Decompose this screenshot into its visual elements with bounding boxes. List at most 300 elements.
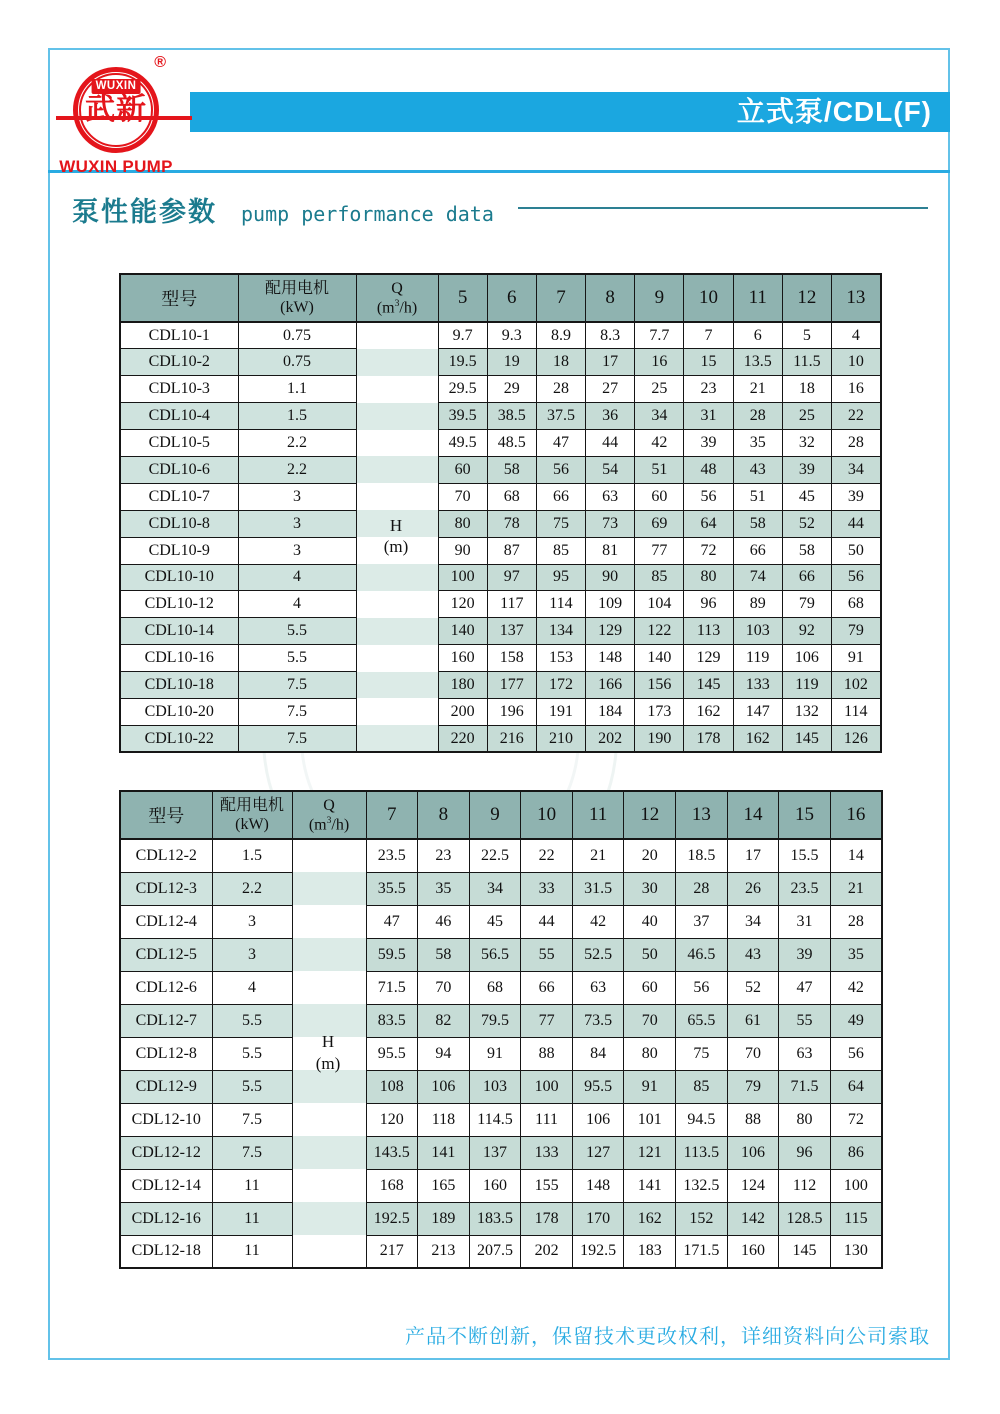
table-row bbox=[120, 1136, 882, 1169]
col-header-motor: 配用电机 (kW) bbox=[238, 274, 356, 322]
head-value-cell: 189 bbox=[418, 1202, 470, 1235]
col-header-flow: 5 bbox=[438, 274, 487, 322]
model-cell: CDL10-10 bbox=[120, 564, 238, 591]
table-row bbox=[120, 591, 881, 618]
head-column-spacer bbox=[356, 456, 438, 483]
model-cell: CDL10-1 bbox=[120, 322, 238, 349]
head-value-cell: 20 bbox=[624, 839, 676, 872]
motor-kw-cell: 7.5 bbox=[212, 1103, 292, 1136]
head-value-cell: 61 bbox=[727, 1004, 779, 1037]
col-header-flow: 9 bbox=[635, 274, 684, 322]
model-cell: CDL10-20 bbox=[120, 698, 238, 725]
head-value-cell: 143.5 bbox=[366, 1136, 418, 1169]
motor-kw-cell: 11 bbox=[212, 1202, 292, 1235]
head-value-cell: 117 bbox=[487, 591, 536, 618]
head-value-cell: 71.5 bbox=[366, 971, 418, 1004]
head-value-cell: 37.5 bbox=[536, 403, 585, 430]
head-value-cell: 21 bbox=[733, 376, 782, 403]
col-header-flow: 8 bbox=[418, 791, 470, 839]
head-value-cell: 19 bbox=[487, 349, 536, 376]
table-row bbox=[120, 1103, 882, 1136]
section-title-cn: 泵性能参数 bbox=[72, 197, 217, 227]
logo-caption: WUXIN PUMP bbox=[59, 157, 173, 176]
head-value-cell: 66 bbox=[733, 537, 782, 564]
head-value-cell: 44 bbox=[832, 510, 881, 537]
head-value-cell: 66 bbox=[536, 483, 585, 510]
head-value-cell: 59.5 bbox=[366, 938, 418, 971]
head-value-cell: 50 bbox=[832, 537, 881, 564]
cdl10-performance-table bbox=[119, 273, 882, 753]
motor-kw-cell: 1.1 bbox=[238, 376, 356, 403]
head-unit-symbol: H bbox=[321, 1032, 335, 1052]
col-header-flow: 11 bbox=[572, 791, 624, 839]
head-value-cell: 31 bbox=[684, 403, 733, 430]
model-cell: CDL10-14 bbox=[120, 618, 238, 645]
table-row bbox=[120, 349, 881, 376]
head-value-cell: 145 bbox=[779, 1235, 831, 1268]
head-value-cell: 79 bbox=[782, 591, 831, 618]
head-value-cell: 79.5 bbox=[469, 1004, 521, 1037]
head-value-cell: 18.5 bbox=[676, 839, 728, 872]
head-value-cell: 118 bbox=[418, 1103, 470, 1136]
col-header-flow-unit: Q $(m^3/h)$ bbox=[292, 791, 366, 839]
head-value-cell: 101 bbox=[624, 1103, 676, 1136]
motor-kw-cell: 11 bbox=[212, 1169, 292, 1202]
head-value-cell: 68 bbox=[487, 483, 536, 510]
head-value-cell: 9.3 bbox=[487, 322, 536, 349]
motor-kw-cell: 7.5 bbox=[212, 1136, 292, 1169]
head-column-spacer bbox=[292, 872, 366, 905]
head-value-cell: 43 bbox=[733, 456, 782, 483]
head-value-cell: 126 bbox=[832, 725, 881, 752]
head-value-cell: 85 bbox=[635, 564, 684, 591]
table-row bbox=[120, 1037, 882, 1070]
head-value-cell: 25 bbox=[635, 376, 684, 403]
head-column-spacer bbox=[356, 564, 438, 591]
head-value-cell: 52 bbox=[727, 971, 779, 1004]
model-cell: CDL10-3 bbox=[120, 376, 238, 403]
table-row bbox=[120, 971, 882, 1004]
col-header-model: 型号 bbox=[120, 274, 238, 322]
head-value-cell: 34 bbox=[727, 905, 779, 938]
motor-kw-cell: 5.5 bbox=[238, 645, 356, 672]
table-row bbox=[120, 1235, 882, 1268]
head-value-cell: 28 bbox=[676, 872, 728, 905]
head-value-cell: 114.5 bbox=[469, 1103, 521, 1136]
head-value-cell: 18 bbox=[536, 349, 585, 376]
motor-kw-cell: 3 bbox=[238, 537, 356, 564]
model-cell: CDL12-9 bbox=[120, 1070, 212, 1103]
head-value-cell: 23 bbox=[418, 839, 470, 872]
head-value-cell: 104 bbox=[635, 591, 684, 618]
head-value-cell: 7.7 bbox=[635, 322, 684, 349]
head-value-cell: 63 bbox=[572, 971, 624, 1004]
table-row bbox=[120, 456, 881, 483]
head-value-cell: 79 bbox=[727, 1070, 779, 1103]
head-value-cell: 100 bbox=[521, 1070, 573, 1103]
col-header-flow: 15 bbox=[779, 791, 831, 839]
head-value-cell: 55 bbox=[521, 938, 573, 971]
model-cell: CDL10-7 bbox=[120, 483, 238, 510]
head-value-cell: 72 bbox=[684, 537, 733, 564]
head-value-cell: 137 bbox=[487, 618, 536, 645]
head-value-cell: 178 bbox=[684, 725, 733, 752]
head-value-cell: 56 bbox=[536, 456, 585, 483]
head-value-cell: 47 bbox=[536, 430, 585, 457]
footer-note: 产品不断创新，保留技术更改权利，详细资料向公司索取 bbox=[405, 1326, 930, 1348]
col-header-flow: 9 bbox=[469, 791, 521, 839]
table-row bbox=[120, 839, 882, 872]
head-value-cell: 6 bbox=[733, 322, 782, 349]
head-value-cell: 78 bbox=[487, 510, 536, 537]
head-value-cell: 39 bbox=[779, 938, 831, 971]
table-row bbox=[120, 1202, 882, 1235]
col-header-flow: 7 bbox=[366, 791, 418, 839]
head-value-cell: 120 bbox=[438, 591, 487, 618]
motor-kw-cell: 3 bbox=[212, 938, 292, 971]
head-value-cell: 141 bbox=[418, 1136, 470, 1169]
head-value-cell: 94.5 bbox=[676, 1103, 728, 1136]
head-value-cell: 28 bbox=[830, 905, 882, 938]
head-value-cell: 50 bbox=[624, 938, 676, 971]
motor-kw-cell: 0.75 bbox=[238, 349, 356, 376]
head-value-cell: 35.5 bbox=[366, 872, 418, 905]
col-header-flow: 7 bbox=[536, 274, 585, 322]
head-value-cell: 130 bbox=[830, 1235, 882, 1268]
head-value-cell: 113.5 bbox=[676, 1136, 728, 1169]
head-value-cell: 54 bbox=[586, 456, 635, 483]
head-value-cell: 92 bbox=[782, 618, 831, 645]
banner-title: 立式泵/CDL(F) bbox=[736, 96, 932, 127]
head-value-cell: 42 bbox=[830, 971, 882, 1004]
model-cell: CDL12-2 bbox=[120, 839, 212, 872]
head-value-cell: 28 bbox=[832, 430, 881, 457]
model-cell: CDL12-4 bbox=[120, 905, 212, 938]
head-value-cell: 160 bbox=[469, 1169, 521, 1202]
head-value-cell: 111 bbox=[521, 1103, 573, 1136]
table-row bbox=[120, 1004, 882, 1037]
head-value-cell: 9.7 bbox=[438, 322, 487, 349]
head-value-cell: 192.5 bbox=[366, 1202, 418, 1235]
col-header-flow: 13 bbox=[832, 274, 881, 322]
table-row bbox=[120, 645, 881, 672]
head-value-cell: 5 bbox=[782, 322, 831, 349]
head-value-cell: 202 bbox=[521, 1235, 573, 1268]
head-value-cell: 86 bbox=[830, 1136, 882, 1169]
head-value-cell: 183 bbox=[624, 1235, 676, 1268]
head-value-cell: 124 bbox=[727, 1169, 779, 1202]
head-value-cell: 44 bbox=[586, 430, 635, 457]
head-value-cell: 23.5 bbox=[779, 872, 831, 905]
head-value-cell: 202 bbox=[586, 725, 635, 752]
head-value-cell: 103 bbox=[733, 618, 782, 645]
head-value-cell: 52.5 bbox=[572, 938, 624, 971]
head-value-cell: 220 bbox=[438, 725, 487, 752]
motor-kw-cell: 2.2 bbox=[238, 456, 356, 483]
motor-kw-cell: 4 bbox=[238, 591, 356, 618]
head-value-cell: 63 bbox=[779, 1037, 831, 1070]
logo-circle bbox=[73, 67, 159, 153]
motor-kw-cell: 5.5 bbox=[238, 618, 356, 645]
motor-kw-cell: 4 bbox=[238, 564, 356, 591]
head-value-cell: 75 bbox=[676, 1037, 728, 1070]
head-value-cell: 85 bbox=[536, 537, 585, 564]
table-row bbox=[120, 1169, 882, 1202]
model-cell: CDL12-6 bbox=[120, 971, 212, 1004]
col-header-flow-unit: Q $(m^3/h)$ bbox=[356, 274, 438, 322]
col-header-flow: 8 bbox=[586, 274, 635, 322]
motor-kw-cell: 1.5 bbox=[212, 839, 292, 872]
head-value-cell: 70 bbox=[727, 1037, 779, 1070]
head-value-cell: 97 bbox=[487, 564, 536, 591]
head-value-cell: 109 bbox=[586, 591, 635, 618]
head-value-cell: 80 bbox=[624, 1037, 676, 1070]
head-value-cell: 216 bbox=[487, 725, 536, 752]
table-row bbox=[120, 618, 881, 645]
logo-brand-en: WUXIN bbox=[92, 79, 141, 94]
head-value-cell: 48 bbox=[684, 456, 733, 483]
head-value-cell: 29 bbox=[487, 376, 536, 403]
motor-kw-cell: 2.2 bbox=[238, 430, 356, 457]
head-value-cell: 89 bbox=[733, 591, 782, 618]
head-value-cell: 114 bbox=[536, 591, 585, 618]
head-value-cell: 119 bbox=[782, 672, 831, 699]
head-value-cell: 65.5 bbox=[676, 1004, 728, 1037]
head-value-cell: 88 bbox=[521, 1037, 573, 1070]
head-value-cell: 127 bbox=[572, 1136, 624, 1169]
head-column-spacer bbox=[292, 1169, 366, 1202]
head-value-cell: 7 bbox=[684, 322, 733, 349]
head-value-cell: 56 bbox=[830, 1037, 882, 1070]
head-value-cell: 66 bbox=[521, 971, 573, 1004]
head-column-spacer bbox=[292, 971, 366, 1004]
head-value-cell: 69 bbox=[635, 510, 684, 537]
head-value-cell: 15.5 bbox=[779, 839, 831, 872]
head-value-cell: 31.5 bbox=[572, 872, 624, 905]
head-value-cell: 47 bbox=[366, 905, 418, 938]
head-value-cell: 133 bbox=[733, 672, 782, 699]
head-value-cell: 45 bbox=[782, 483, 831, 510]
table-row bbox=[120, 1070, 882, 1103]
head-value-cell: 145 bbox=[782, 725, 831, 752]
head-value-cell: 39 bbox=[684, 430, 733, 457]
head-value-cell: 77 bbox=[521, 1004, 573, 1037]
head-column-spacer bbox=[292, 1136, 366, 1169]
col-header-model: 型号 bbox=[120, 791, 212, 839]
head-value-cell: 16 bbox=[832, 376, 881, 403]
head-value-cell: 96 bbox=[779, 1136, 831, 1169]
head-value-cell: 32 bbox=[782, 430, 831, 457]
model-cell: CDL10-12 bbox=[120, 591, 238, 618]
head-value-cell: 87 bbox=[487, 537, 536, 564]
head-value-cell: 35 bbox=[830, 938, 882, 971]
head-value-cell: 25 bbox=[782, 403, 831, 430]
head-value-cell: 22 bbox=[832, 403, 881, 430]
motor-kw-cell: 3 bbox=[238, 510, 356, 537]
head-value-cell: 55 bbox=[779, 1004, 831, 1037]
head-value-cell: 122 bbox=[635, 618, 684, 645]
model-cell: CDL10-9 bbox=[120, 537, 238, 564]
motor-kw-cell: 1.5 bbox=[238, 403, 356, 430]
head-value-cell: 80 bbox=[684, 564, 733, 591]
col-header-motor: 配用电机 (kW) bbox=[212, 791, 292, 839]
head-value-cell: 64 bbox=[684, 510, 733, 537]
head-column-spacer bbox=[356, 376, 438, 403]
head-value-cell: 156 bbox=[635, 672, 684, 699]
head-value-cell: 49.5 bbox=[438, 430, 487, 457]
head-value-cell: 26 bbox=[727, 872, 779, 905]
col-header-flow: 12 bbox=[782, 274, 831, 322]
head-value-cell: 11.5 bbox=[782, 349, 831, 376]
head-value-cell: 166 bbox=[586, 672, 635, 699]
table-row bbox=[120, 905, 882, 938]
col-header-flow: 14 bbox=[727, 791, 779, 839]
head-column-spacer bbox=[292, 1037, 366, 1070]
head-value-cell: 191 bbox=[536, 698, 585, 725]
head-value-cell: 155 bbox=[521, 1169, 573, 1202]
head-value-cell: 137 bbox=[469, 1136, 521, 1169]
head-column-spacer bbox=[356, 430, 438, 457]
head-column-spacer bbox=[356, 645, 438, 672]
head-column-spacer bbox=[356, 591, 438, 618]
head-value-cell: 196 bbox=[487, 698, 536, 725]
table-row bbox=[120, 564, 881, 591]
head-value-cell: 100 bbox=[438, 564, 487, 591]
head-value-cell: 56 bbox=[684, 483, 733, 510]
head-value-cell: 80 bbox=[438, 510, 487, 537]
head-value-cell: 106 bbox=[782, 645, 831, 672]
head-value-cell: 48.5 bbox=[487, 430, 536, 457]
head-value-cell: 73 bbox=[586, 510, 635, 537]
model-cell: CDL12-8 bbox=[120, 1037, 212, 1070]
head-value-cell: 90 bbox=[586, 564, 635, 591]
head-value-cell: 121 bbox=[624, 1136, 676, 1169]
head-value-cell: 140 bbox=[635, 645, 684, 672]
motor-kw-cell: 11 bbox=[212, 1235, 292, 1268]
head-value-cell: 52 bbox=[782, 510, 831, 537]
head-value-cell: 177 bbox=[487, 672, 536, 699]
col-header-flow: 10 bbox=[521, 791, 573, 839]
model-cell: CDL12-5 bbox=[120, 938, 212, 971]
cdl10-table-container bbox=[119, 273, 882, 753]
head-value-cell: 27 bbox=[586, 376, 635, 403]
motor-kw-cell: 2.2 bbox=[212, 872, 292, 905]
head-value-cell: 207.5 bbox=[469, 1235, 521, 1268]
head-value-cell: 56 bbox=[676, 971, 728, 1004]
head-column-spacer bbox=[292, 1070, 366, 1103]
head-value-cell: 46.5 bbox=[676, 938, 728, 971]
head-value-cell: 21 bbox=[830, 872, 882, 905]
head-value-cell: 94 bbox=[418, 1037, 470, 1070]
header-divider bbox=[48, 170, 950, 173]
head-value-cell: 142 bbox=[727, 1202, 779, 1235]
model-cell: CDL10-8 bbox=[120, 510, 238, 537]
head-value-cell: 133 bbox=[521, 1136, 573, 1169]
head-value-cell: 21 bbox=[572, 839, 624, 872]
head-value-cell: 34 bbox=[635, 403, 684, 430]
head-value-cell: 58 bbox=[782, 537, 831, 564]
head-value-cell: 145 bbox=[684, 672, 733, 699]
head-value-cell: 95.5 bbox=[572, 1070, 624, 1103]
head-value-cell: 22 bbox=[521, 839, 573, 872]
head-value-cell: 28 bbox=[536, 376, 585, 403]
head-value-cell: 16 bbox=[635, 349, 684, 376]
head-column-spacer bbox=[356, 537, 438, 564]
head-column-spacer bbox=[356, 672, 438, 699]
head-column-spacer bbox=[292, 938, 366, 971]
head-value-cell: 160 bbox=[438, 645, 487, 672]
head-value-cell: 73.5 bbox=[572, 1004, 624, 1037]
head-value-cell: 128.5 bbox=[779, 1202, 831, 1235]
head-value-cell: 213 bbox=[418, 1235, 470, 1268]
head-value-cell: 148 bbox=[586, 645, 635, 672]
head-value-cell: 79 bbox=[832, 618, 881, 645]
head-value-cell: 51 bbox=[733, 483, 782, 510]
model-cell: CDL12-12 bbox=[120, 1136, 212, 1169]
head-value-cell: 39 bbox=[782, 456, 831, 483]
head-value-cell: 84 bbox=[572, 1037, 624, 1070]
head-value-cell: 140 bbox=[438, 618, 487, 645]
head-value-cell: 68 bbox=[832, 591, 881, 618]
table-row bbox=[120, 938, 882, 971]
header-row bbox=[120, 274, 881, 322]
head-column-spacer bbox=[292, 839, 366, 872]
head-value-cell: 30 bbox=[624, 872, 676, 905]
head-value-cell: 47 bbox=[779, 971, 831, 1004]
col-header-flow: 16 bbox=[830, 791, 882, 839]
head-value-cell: 88 bbox=[727, 1103, 779, 1136]
head-value-cell: 192.5 bbox=[572, 1235, 624, 1268]
head-value-cell: 108 bbox=[366, 1070, 418, 1103]
head-value-cell: 60 bbox=[624, 971, 676, 1004]
model-cell: CDL12-14 bbox=[120, 1169, 212, 1202]
head-value-cell: 46 bbox=[418, 905, 470, 938]
head-value-cell: 23.5 bbox=[366, 839, 418, 872]
head-value-cell: 39.5 bbox=[438, 403, 487, 430]
head-column-spacer bbox=[356, 322, 438, 349]
head-unit-text: (m) bbox=[315, 1053, 341, 1073]
model-cell: CDL12-10 bbox=[120, 1103, 212, 1136]
head-value-cell: 119 bbox=[733, 645, 782, 672]
head-value-cell: 153 bbox=[536, 645, 585, 672]
logo-brand-cn: 武新 bbox=[85, 93, 147, 126]
product-series-banner bbox=[190, 92, 950, 132]
cdl12-table-container bbox=[119, 790, 883, 1269]
head-value-cell: 37 bbox=[676, 905, 728, 938]
head-column-spacer bbox=[292, 1202, 366, 1235]
head-value-cell: 147 bbox=[733, 698, 782, 725]
model-cell: CDL12-18 bbox=[120, 1235, 212, 1268]
head-value-cell: 17 bbox=[586, 349, 635, 376]
motor-kw-cell: 4 bbox=[212, 971, 292, 1004]
head-value-cell: 183.5 bbox=[469, 1202, 521, 1235]
table-row bbox=[120, 698, 881, 725]
registered-trademark-symbol: ® bbox=[154, 54, 166, 71]
model-cell: CDL10-18 bbox=[120, 672, 238, 699]
head-value-cell: 96 bbox=[684, 591, 733, 618]
head-unit-text: (m) bbox=[383, 537, 409, 556]
table-row bbox=[120, 376, 881, 403]
head-value-cell: 42 bbox=[572, 905, 624, 938]
head-value-cell: 106 bbox=[418, 1070, 470, 1103]
model-cell: CDL10-22 bbox=[120, 725, 238, 752]
section-title-rule bbox=[518, 207, 928, 209]
head-column-spacer bbox=[356, 725, 438, 752]
motor-kw-cell: 3 bbox=[212, 905, 292, 938]
head-value-cell: 4 bbox=[832, 322, 881, 349]
motor-kw-cell: 7.5 bbox=[238, 672, 356, 699]
head-value-cell: 113 bbox=[684, 618, 733, 645]
